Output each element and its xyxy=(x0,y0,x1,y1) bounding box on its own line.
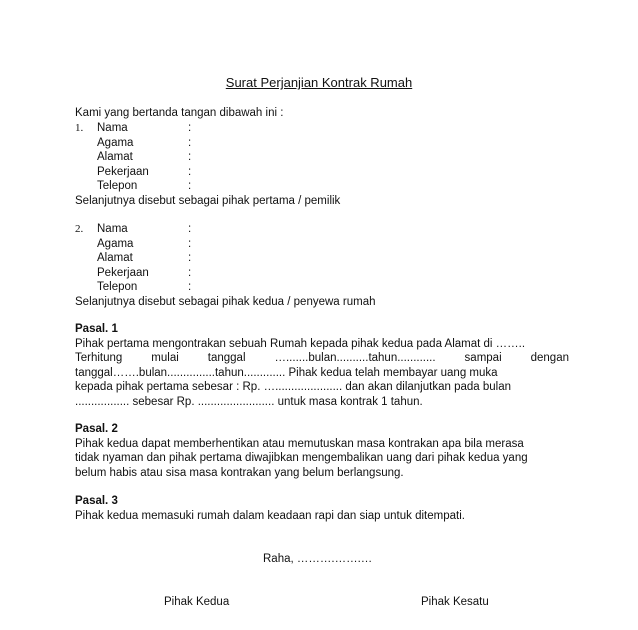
party-2-field-pekerjaan: Pekerjaan xyxy=(97,266,149,279)
place-date: Raha, ……….…….… xyxy=(263,553,373,565)
party-1-colon: : xyxy=(188,122,192,134)
party-1-field-agama: Agama xyxy=(97,136,134,149)
pasal-1-line-2 xyxy=(75,351,569,366)
party-1-field-nama: Nama xyxy=(97,122,128,134)
pasal-3-heading: Pasal. 3 xyxy=(75,495,118,507)
pasal-1-line-5: ................. sebesar Rp. ........................ untuk masa kontrak 1 tahun. xyxy=(75,395,423,408)
signature-pihak-kesatu: Pihak Kesatu xyxy=(421,596,489,608)
party-1-number: 1. xyxy=(75,122,84,134)
pasal-2-line-1: Pihak kedua dapat memberhentikan atau memutuskan masa kontrakan apa bila merasa xyxy=(75,437,524,450)
pasal-2-line-3: belum habis atau sisa masa kontrakan yang belum berlangsung. xyxy=(75,466,404,479)
party-1-note: Selanjutnya disebut sebagai pihak pertama / pemilik xyxy=(75,194,341,207)
pasal-1-word: Terhitung xyxy=(75,352,123,364)
party-1-field-alamat: Alamat xyxy=(97,151,133,163)
party-2-colon: : xyxy=(188,252,192,264)
pasal-1-word: mulai xyxy=(151,352,179,364)
pasal-1-word: ….......bulan..........tahun............ xyxy=(274,352,436,364)
pasal-1-heading: Pasal. 1 xyxy=(75,323,118,335)
pasal-2-line-2: tidak nyaman dan pihak pertama diwajibkan mengembalikan uang dari pihak kedua yang xyxy=(75,452,528,464)
pasal-2-heading: Pasal. 2 xyxy=(75,423,118,435)
signature-pihak-kedua: Pihak Kedua xyxy=(164,596,230,608)
pasal-1-word: sampai xyxy=(464,352,502,364)
pasal-1-word: tanggal xyxy=(207,352,246,364)
party-2-field-nama: Nama xyxy=(97,223,128,235)
pasal-1-line-3: tanggal…….bulan...............tahun............. Pihak kedua telah membayar uang muka xyxy=(75,366,498,379)
party-1-colon: : xyxy=(188,136,192,149)
party-1-field-pekerjaan: Pekerjaan xyxy=(97,165,149,178)
party-2-colon: : xyxy=(188,237,192,250)
pasal-1-line-1: Pihak pertama mengontrakan sebuah Rumah kepada pihak kedua pada Alamat di …….. xyxy=(75,337,526,350)
party-1-colon: : xyxy=(188,151,192,163)
party-2-field-alamat: Alamat xyxy=(97,252,133,264)
party-2-colon: : xyxy=(188,223,192,235)
party-2-colon: : xyxy=(188,281,192,293)
intro-text: Kami yang bertanda tangan dibawah ini : xyxy=(75,107,284,119)
pasal-3-line-1: Pihak kedua memasuki rumah dalam keadaan rapi dan siap untuk ditempati. xyxy=(75,509,465,522)
party-1-colon: : xyxy=(188,165,192,178)
party-2-field-telepon: Telepon xyxy=(97,281,138,293)
party-2-colon: : xyxy=(188,266,192,279)
document-title: Surat Perjanjian Kontrak Rumah xyxy=(225,75,413,90)
party-2-note: Selanjutnya disebut sebagai pihak kedua / penyewa rumah xyxy=(75,295,376,308)
party-1-colon: : xyxy=(188,180,192,192)
party-2-number: 2. xyxy=(75,223,84,235)
pasal-1-line-4: kepada pihak pertama sebesar : Rp. …..................... dan akan dilanjutkan pada bulan xyxy=(75,381,511,393)
pasal-1-word: dengan xyxy=(530,352,569,364)
party-1-field-telepon: Telepon xyxy=(97,180,138,192)
party-2-field-agama: Agama xyxy=(97,237,134,250)
